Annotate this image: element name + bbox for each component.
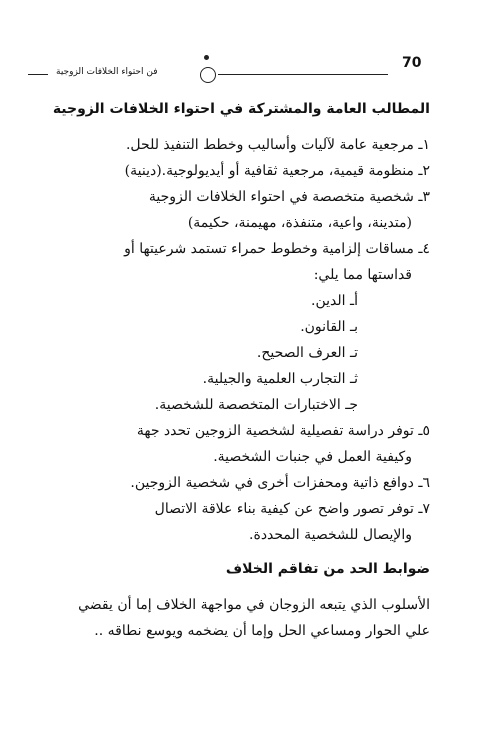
- page-number: 70: [402, 55, 422, 71]
- list-item: ٢ـ منظومة قيمية، مرجعية ثقافية أو أيديولوجية.(دينية): [124, 163, 430, 179]
- paragraph-line: علي الحوار ومساعي الحل وإما أن يضخمه ويوسع نطاقه ..: [94, 623, 430, 639]
- section-heading: ضوابط الحد من تفاقم الخلاف: [225, 561, 430, 577]
- list-item: ٣ـ شخصية متخصصة في احتواء الخلافات الزوجية: [148, 189, 430, 205]
- page-body: [40, 98, 430, 644]
- paragraph-line: الأسلوب الذي يتبعه الزوجان في مواجهة الخلاف إما أن يقضي: [78, 597, 430, 613]
- list-item: ١ـ مرجعية عامة لآليات وأساليب وخطط التنفيذ للحل.: [125, 137, 430, 153]
- section-heading: المطالب العامة والمشتركة في احتواء الخلافات الزوجية: [52, 101, 430, 117]
- list-item: ٧ـ توفر تصور واضح عن كيفية بناء علاقة الاتصال: [154, 501, 430, 517]
- sub-list-item: بـ القانون.: [300, 319, 358, 335]
- sub-list-item: أـ الدين.: [311, 293, 358, 309]
- header-rule-short: [28, 74, 48, 75]
- header-rule: [218, 74, 388, 75]
- page-header: [28, 55, 428, 85]
- list-item-continuation: (متدينة، واعية، متنفذة، مهيمنة، حكيمة): [187, 215, 412, 231]
- list-item-continuation: والإيصال للشخصية المحددة.: [249, 527, 412, 543]
- list-item: ٤ـ مساقات إلزامية وخطوط حمراء تستمد شرعيتها أو: [124, 241, 430, 257]
- sub-list-item: تـ العرف الصحيح.: [256, 345, 358, 361]
- header-dot-ornament: [204, 55, 209, 60]
- list-item-continuation: وكيفية العمل في جنبات الشخصية.: [213, 449, 412, 465]
- list-item: ٥ـ توفر دراسة تفصيلية لشخصية الزوجين تحدد جهة: [136, 423, 430, 439]
- list-item: ٦ـ دوافع ذاتية ومحفزات أخرى في شخصية الزوجين.: [130, 475, 430, 491]
- running-title: فن احتواء الخلافات الزوجية: [56, 67, 158, 77]
- header-circle-ornament: [200, 67, 216, 83]
- list-item-continuation: قداستها مما يلي:: [313, 267, 412, 283]
- sub-list-item: جـ الاختبارات المتخصصة للشخصية.: [154, 397, 358, 413]
- sub-list-item: ثـ التجارب العلمية والجيلية.: [202, 371, 358, 387]
